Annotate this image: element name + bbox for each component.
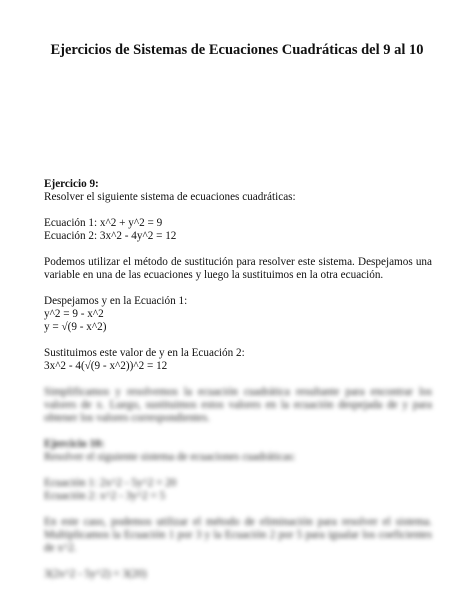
exercise-9-substitute-intro: Sustituimos este valor de y en la Ecuación 2:: [44, 347, 245, 359]
exercise-9-isolate-intro: Despejamos y en la Ecuación 1:: [44, 295, 188, 307]
exercise-9-intro: Resolver el siguiente sistema de ecuaciones cuadráticas:: [44, 191, 296, 203]
exercise-10-heading: Ejercicio 10:: [44, 438, 105, 450]
blurred-preview: [44, 386, 432, 581]
exercise-10-equation-2: Ecuación 2: x^2 - 3y^2 = 5: [44, 490, 166, 502]
exercise-9-equation-2: Ecuación 2: 3x^2 - 4y^2 = 12: [44, 230, 177, 242]
blurred-simplify-paragraph: Simplificamos y resolvemos la ecuación cuadrática resultante para encontrar los valores de x. Luego, sustituimos estos valores en la ecuación despejada de y para obtener los valores correspondientes.: [44, 386, 432, 424]
exercise-9-isolate-step-2: y = √(9 - x^2): [44, 321, 107, 333]
exercise-10-step: 3(2x^2 - 5y^2) = 3(20): [44, 568, 147, 580]
exercise-9-substitute-equation: 3x^2 - 4(√(9 - x^2))^2 = 12: [44, 360, 168, 372]
document-body: [44, 178, 432, 594]
document-title: Ejercicios de Sistemas de Ecuaciones Cuadráticas del 9 al 10: [50, 42, 424, 58]
exercise-9-heading: Ejercicio 9:: [44, 178, 99, 190]
exercise-10-method: En este caso, podemos utilizar el método de eliminación para resolver el sistema. Multiplicamos la Ecuación 1 por 3 y la Ecuación 2 por 5 para igualar los coeficientes de x^2.: [44, 516, 432, 554]
exercise-9-isolate-step-1: y^2 = 9 - x^2: [44, 308, 104, 320]
exercise-10-equation-1: Ecuación 1: 2x^2 - 5y^2 = 20: [44, 477, 177, 489]
exercise-9-equation-1: Ecuación 1: x^2 + y^2 = 9: [44, 217, 163, 229]
exercise-9-method: Podemos utilizar el método de sustitución para resolver este sistema. Despejamos una variable en una de las ecuaciones y luego la sustituimos en la otra ecuación.: [44, 256, 432, 281]
exercise-10-intro: Resolver el siguiente sistema de ecuaciones cuadráticas:: [44, 451, 296, 463]
